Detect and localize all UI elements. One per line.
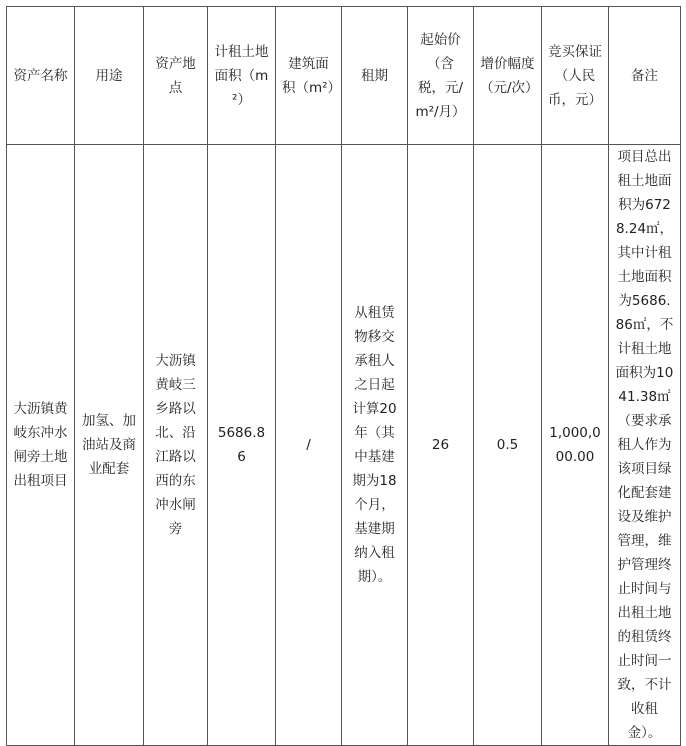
header-rent-land-area: 计租土地面积（m²） bbox=[208, 7, 276, 145]
cell-location: 大沥镇黄岐三乡路以北、沿江路以西的东冲水闸旁 bbox=[144, 145, 208, 746]
cell-increment: 0.5 bbox=[474, 145, 542, 746]
cell-building-area: / bbox=[276, 145, 342, 746]
cell-remark: 项目总出租土地面积为6728.24㎡，其中计租土地面积为5686.86㎡，不计租土地面积为1041.38㎡（要求承租人作为该项目绿化配套建设及维护管理，维护管理终止时间与出租土地的租赁终止时间一致，不计收租金）。 bbox=[609, 145, 681, 746]
header-row bbox=[7, 7, 681, 145]
table-row bbox=[7, 145, 681, 746]
header-usage: 用途 bbox=[75, 7, 144, 145]
cell-deposit: 1,000,000.00 bbox=[542, 145, 609, 746]
cell-start-price: 26 bbox=[408, 145, 474, 746]
cell-asset-name: 大沥镇黄岐东冲水闸旁土地出租项目 bbox=[7, 145, 75, 746]
header-remark: 备注 bbox=[609, 7, 681, 145]
auction-table bbox=[6, 6, 681, 746]
header-location: 资产地点 bbox=[144, 7, 208, 145]
cell-usage: 加氢、加油站及商业配套 bbox=[75, 145, 144, 746]
cell-lease-term: 从租赁物移交承租人之日起计算20年（其中基建期为18个月，基建期纳入租期）。 bbox=[342, 145, 408, 746]
header-start-price: 起始价（含税，元/m²/月） bbox=[408, 7, 474, 145]
cell-rent-land-area: 5686.86 bbox=[208, 145, 276, 746]
header-deposit: 竞买保证（人民币，元） bbox=[542, 7, 609, 145]
header-lease-term: 租期 bbox=[342, 7, 408, 145]
header-asset-name: 资产名称 bbox=[7, 7, 75, 145]
header-increment: 增价幅度（元/次） bbox=[474, 7, 542, 145]
header-building-area: 建筑面积（m²） bbox=[276, 7, 342, 145]
